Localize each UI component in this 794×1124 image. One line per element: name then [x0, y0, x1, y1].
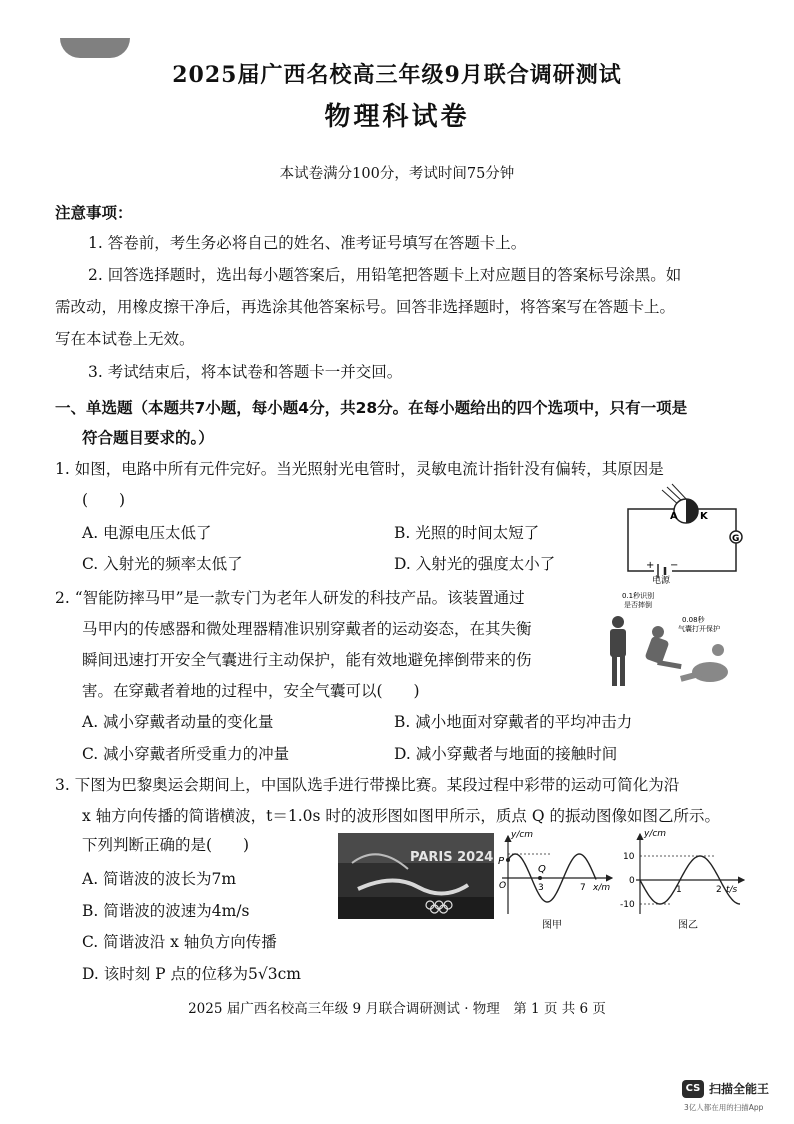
q2-option-d: D. 减小穿戴者与地面的接触时间 [394, 745, 618, 763]
camscanner-logo-icon: CS [682, 1080, 704, 1098]
q3-option-a: A. 简谐波的波长为7m [82, 870, 237, 888]
q1-circuit-diagram [620, 482, 750, 584]
fig2-xlabel: t/s [726, 885, 738, 895]
subject-title: 物理科试卷 [324, 102, 470, 132]
photo-paris-text: PARIS 2024 [410, 850, 494, 865]
notice-item-2-line3: 写在本试卷上无效。 [55, 330, 195, 348]
page-footer: 2025 届广西名校高三年级 9 月联合调研测试 · 物理 第 1 页 共 6 页 [188, 1001, 606, 1017]
point-p [506, 858, 510, 862]
q1-answer-blank: ( ) [82, 491, 126, 509]
q3-stem-line2: x 轴方向传播的简谐横波，t＝1.0s 时的波形图如图甲所示，质点 Q 的振动图像如图乙所示。 [82, 807, 720, 825]
point-q [538, 876, 542, 880]
label-q: Q [538, 864, 546, 875]
label-p: P [498, 856, 505, 867]
notice-item-3: 3. 考试结束后，将本试卷和答题卡一并交回。 [88, 363, 403, 381]
notice-item-2-line2: 需改动，用橡皮擦干净后，再选涂其他答案标号。回答非选择题时，将答案写在答题卡上。 [55, 298, 676, 316]
q3-figure-b-vibration [620, 828, 748, 932]
fig2-ylabel: y/cm [644, 829, 667, 839]
cathode-label: K [700, 511, 708, 522]
fig1-caption: 图甲 [542, 920, 562, 931]
battery-plus: + [646, 560, 655, 571]
exam-info: 本试卷满分100分，考试时间75分钟 [279, 166, 515, 182]
fig-note-airbag-2: 气囊打开保护 [678, 625, 720, 633]
fig-note-airbag-1: 0.08秒 [682, 616, 705, 624]
camscanner-tagline: 3亿人都在用的扫描App [684, 1103, 764, 1112]
q3-stem-line3: 下列判断正确的是( ) [82, 836, 250, 854]
q3-option-b: B. 简谐波的波速为4m/s [82, 902, 250, 920]
q2-option-b: B. 减小地面对穿戴者的平均冲击力 [394, 713, 633, 731]
fig1-xlabel: x/m [593, 883, 611, 893]
section-heading: 一、单选题（本题共7小题，每小题4分，共28分。在每小题给出的四个选项中，只有一项是 [55, 399, 688, 417]
q2-option-a: A. 减小穿戴者动量的变化量 [82, 713, 274, 731]
power-source-label: 电源 [652, 576, 671, 584]
q1-option-d: D. 入射光的强度太小了 [394, 555, 556, 573]
landed-person-airbag-figure [680, 644, 728, 682]
fig-note-detect-1: 0.1秒识别 [622, 592, 655, 600]
exam-title: 2025届广西名校高三年级9月联合调研测试 [172, 62, 622, 88]
q3-stem-line1: 3. 下图为巴黎奥运会期间上，中国队选手进行带操比赛。某段过程中彩带的运动可简化为沿 [55, 776, 680, 794]
tick-2: 2 [716, 885, 722, 895]
notice-item-2-line1: 2. 回答选择题时，选出每小题答案后，用铅笔把答题卡上对应题目的答案标号涂黑。如 [88, 266, 682, 284]
phototube-cathode [686, 499, 698, 523]
notice-item-1: 1. 答卷前，考生务必将自己的姓名、准考证号填写在答题卡上。 [88, 234, 527, 252]
q1-option-b: B. 光照的时间太短了 [394, 524, 540, 542]
tick-1: 1 [676, 885, 682, 895]
anode-label: A [670, 511, 678, 522]
galvanometer-label: G [732, 534, 740, 544]
label-neg10: -10 [620, 900, 635, 910]
q1-stem: 1. 如图，电路中所有元件完好。当光照射光电管时，灵敏电流计指针没有偏转，其原因是 [55, 460, 664, 478]
q2-stem-line2: 马甲内的传感器和微处理器精准识别穿戴者的运动姿态，在其失衡 [82, 620, 532, 638]
falling-person-figure [644, 626, 681, 669]
q2-stem-line3: 瞬间迅速打开安全气囊进行主动保护，能有效地避免摔倒带来的伤 [82, 651, 532, 669]
tick-7: 7 [580, 883, 586, 893]
label-origin: O [499, 881, 507, 891]
q3-option-c: C. 简谐波沿 x 轴负方向传播 [82, 933, 277, 951]
section-heading-cont: 符合题目要求的。） [82, 429, 214, 447]
q3-figure-a-wave [494, 828, 616, 932]
label-0: 0 [629, 876, 635, 886]
q2-option-c: C. 减小穿戴者所受重力的冲量 [82, 745, 290, 763]
q2-fall-protection-illustration [600, 588, 750, 700]
fig-note-detect-2: 是否摔倒 [624, 601, 652, 609]
label-10: 10 [623, 852, 635, 862]
q2-stem-line4: 害。在穿戴者着地的过程中，安全气囊可以( ) [82, 682, 420, 700]
standing-person-figure [610, 616, 626, 686]
fig1-ylabel: y/cm [511, 830, 534, 840]
q1-option-a: A. 电源电压太低了 [82, 524, 212, 542]
corner-seal [60, 38, 130, 58]
notice-heading: 注意事项： [55, 203, 133, 222]
battery-minus: − [670, 560, 679, 571]
fig2-caption: 图乙 [678, 920, 698, 931]
q3-rhythmic-gymnastics-photo [338, 833, 494, 919]
q1-option-c: C. 入射光的频率太低了 [82, 555, 243, 573]
q3-option-d: D. 该时刻 P 点的位移为5√3cm [82, 965, 301, 983]
tick-3: 3 [538, 883, 544, 893]
q2-stem-line1: 2. “智能防摔马甲”是一款专门为老年人研发的科技产品。该装置通过 [55, 589, 525, 607]
camscanner-name: 扫描全能王 [709, 1082, 770, 1096]
